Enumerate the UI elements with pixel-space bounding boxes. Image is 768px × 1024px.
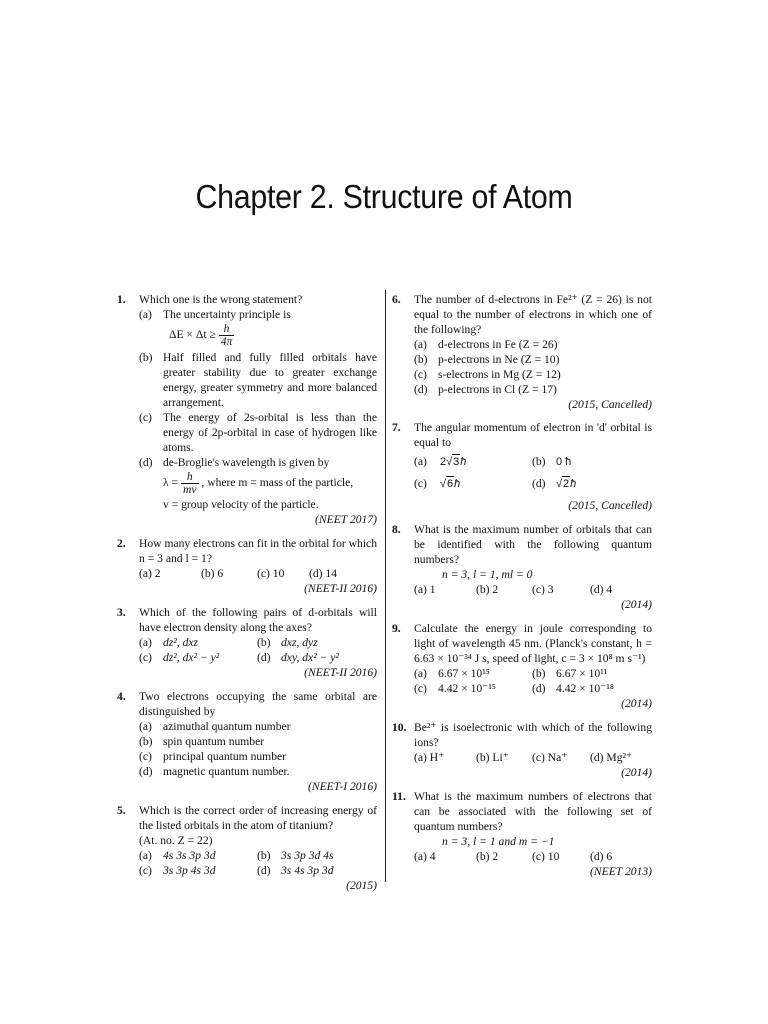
option-text: p-electrons in Ne (Z = 10)	[438, 353, 560, 366]
option-a-label: (a)	[139, 636, 152, 649]
question-text: Calculate the energy in joule corresponding to light of wavelength 45 nm. (Planck's constant, h = 6.63 × 10⁻³⁴ J s, speed of light, c = 3 × 10⁸ m s⁻¹)	[414, 622, 652, 665]
hbar: ħ	[460, 456, 467, 468]
option-c: (c) 10	[257, 567, 285, 580]
option-text: The energy of 2s-orbital is less than the energy of 2p-orbital in case of hydrogen like atoms.	[163, 411, 377, 454]
question-number: 2.	[117, 537, 126, 550]
option-a: (a) 4	[414, 850, 436, 863]
radicand: 6	[447, 478, 454, 490]
question-number: 9.	[392, 622, 401, 635]
option-text: spin quantum number	[163, 735, 265, 748]
option-text: s-electrons in Mg (Z = 12)	[438, 368, 561, 381]
option-d-label: (d)	[532, 477, 546, 490]
option-a-value: 6.67 × 10¹⁵	[438, 667, 490, 680]
options-row	[139, 566, 377, 581]
option-a	[139, 307, 377, 348]
question-number: 11.	[392, 790, 406, 803]
question-2	[117, 536, 377, 596]
source-reference: (2014)	[621, 598, 652, 611]
option-b-label: (b)	[257, 849, 271, 862]
source-reference: (2015, Cancelled)	[568, 398, 652, 411]
option-label: (c)	[414, 368, 427, 381]
question-number: 8.	[392, 523, 401, 536]
formula-fraction	[219, 323, 235, 348]
question-text: Which of the following pairs of d-orbitals will have electron density along the axes?	[139, 606, 377, 634]
question-number: 5.	[117, 804, 126, 817]
option-d-label: (d)	[532, 682, 546, 695]
option-c-label: (c)	[139, 651, 152, 664]
options-row	[139, 635, 377, 650]
option-c-value: √6ħ	[440, 478, 461, 490]
source-reference: (2014)	[621, 697, 652, 710]
options-row	[139, 863, 377, 878]
question-text: Which is the correct order of increasing energy of the listed orbitals in the atom of titanium?	[139, 804, 377, 832]
option-d: (d) 4	[590, 583, 613, 596]
formula-rest: , where m = mass of the particle,	[201, 476, 354, 490]
option-a: (a) 1	[414, 583, 436, 596]
question-text: Two electrons occupying the same orbital are distinguished by	[139, 690, 377, 718]
option-text: d-electrons in Fe (Z = 26)	[438, 338, 558, 351]
question-number: 10.	[392, 721, 407, 734]
options-row	[414, 849, 652, 864]
question-8	[392, 522, 652, 612]
source-reference: (2015, Cancelled)	[568, 499, 652, 512]
question-7	[392, 420, 652, 513]
option-d: (d) 14	[309, 567, 338, 580]
option-d	[139, 455, 377, 512]
option-a	[414, 337, 652, 352]
fraction-denominator: 4π	[220, 335, 233, 348]
fraction-denominator: mv	[182, 483, 197, 496]
hbar: ħ	[570, 478, 577, 490]
option-b-label: (b)	[257, 636, 271, 649]
formula-fraction	[181, 471, 199, 496]
option-c-value: 3s 3p 4s 3d	[163, 864, 216, 877]
formula-lhs: λ =	[163, 476, 179, 490]
option-c-label: (c)	[414, 682, 427, 695]
fraction-numerator: h	[181, 471, 199, 484]
left-column	[117, 292, 377, 893]
source-reference: (NEET-I 2016)	[307, 780, 377, 793]
option-d-value: √2ħ	[556, 478, 577, 490]
option-text: magnetic quantum number.	[163, 765, 290, 778]
coefficient: 2	[440, 456, 447, 468]
option-label: (b)	[139, 351, 153, 364]
option-b-label: (b)	[532, 455, 546, 468]
option-text: p-electrons in Cl (Z = 17)	[438, 383, 557, 396]
option-a-label: (a)	[139, 849, 152, 862]
source-reference: (2014)	[621, 766, 652, 779]
option-a-label: (a)	[414, 667, 427, 680]
option-c-value: dz², dx² − y²	[163, 651, 220, 664]
option-d: (d) 6	[590, 850, 613, 863]
hbar: ħ	[454, 478, 461, 490]
option-d-label: (d)	[257, 651, 271, 664]
fraction-numerator: h	[219, 323, 235, 336]
question-10	[392, 720, 652, 780]
option-b-value: 0 ħ	[556, 456, 572, 468]
option-c	[139, 749, 377, 764]
option-b	[414, 352, 652, 367]
option-d	[414, 382, 652, 397]
option-text: azimuthal quantum number	[163, 720, 291, 733]
option-c-label: (c)	[414, 477, 427, 490]
page-title: Chapter 2. Structure of Atom	[195, 178, 573, 215]
option-a	[139, 719, 377, 734]
option-d	[139, 764, 377, 779]
option-label: (b)	[139, 735, 153, 748]
question-number: 6.	[392, 293, 401, 306]
quantum-condition: n = 3, l = 1, ml = 0	[442, 568, 533, 581]
options-row	[414, 681, 652, 696]
question-number: 3.	[117, 606, 126, 619]
question-number: 7.	[392, 421, 401, 434]
option-label: (a)	[414, 338, 427, 351]
option-d-value: dxy, dx² − y²	[281, 651, 339, 664]
option-text: principal quantum number	[163, 750, 286, 763]
option-label: (b)	[414, 353, 428, 366]
question-6	[392, 292, 652, 412]
option-b: (b) 6	[201, 567, 224, 580]
question-3	[117, 605, 377, 680]
option-b-value: 6.67 × 10¹¹	[556, 667, 608, 680]
option-c: (c) Na⁺	[532, 751, 568, 764]
option-d: (d) Mg²⁺	[590, 751, 633, 764]
option-label: (d)	[139, 765, 153, 778]
option-a: (a) 2	[139, 567, 161, 580]
option-b-value: 3s 3p 3d 4s	[281, 849, 334, 862]
option-label: (c)	[139, 750, 152, 763]
option-b	[139, 734, 377, 749]
source-reference: (NEET 2017)	[315, 513, 377, 526]
question-text: What is the maximum numbers of electrons that can be associated with the following set of quantum numbers?	[414, 790, 652, 833]
question-text: The angular momentum of electron in 'd' orbital is equal to	[414, 421, 652, 449]
column-divider	[385, 290, 386, 882]
source-reference: (2015)	[346, 879, 377, 892]
option-text: The uncertainty principle is	[163, 308, 291, 321]
formula-lhs: ΔE × Δt ≥	[169, 328, 216, 342]
question-text: The number of d-electrons in Fe²⁺ (Z = 26) is not equal to the number of electrons in which one of the following?	[414, 293, 652, 336]
option-label: (d)	[414, 383, 428, 396]
question-9	[392, 621, 652, 711]
option-text-continued: v = group velocity of the particle.	[163, 498, 319, 511]
option-b	[139, 350, 377, 410]
option-label: (c)	[139, 411, 152, 424]
radicand: 3	[453, 456, 460, 468]
options-row	[414, 666, 652, 681]
option-d-value: 3s 4s 3p 3d	[281, 864, 334, 877]
question-11	[392, 789, 652, 879]
question-text: What is the maximum number of orbitals that can be identified with the following quantum numbers?	[414, 523, 652, 566]
option-c: (c) 3	[532, 583, 554, 596]
options-row	[414, 454, 652, 476]
radicand: 2	[563, 478, 570, 490]
debroglie-formula	[163, 471, 377, 496]
question-number: 1.	[117, 293, 126, 306]
option-text: Half filled and fully filled orbitals have greater stability due to greater exchange energy, greater symmetry and more balanced arrangement.	[163, 351, 377, 409]
option-c-value: 4.42 × 10⁻¹⁵	[438, 682, 496, 695]
option-label: (a)	[139, 720, 152, 733]
source-reference: (NEET 2013)	[590, 865, 652, 878]
option-b-label: (b)	[532, 667, 546, 680]
option-d-label: (d)	[257, 864, 271, 877]
option-a-value: dz², dxz	[163, 636, 199, 649]
question-text: How many electrons can fit in the orbital for which n = 3 and l = 1?	[139, 537, 377, 565]
options-row	[414, 750, 652, 765]
option-text: de-Broglie's wavelength is given by	[163, 456, 330, 469]
option-a: (a) H⁺	[414, 751, 445, 764]
option-a-value: 2√3ħ	[440, 456, 467, 468]
question-4	[117, 689, 377, 794]
question-number: 4.	[117, 690, 126, 703]
option-b: (b) Li⁺	[476, 751, 509, 764]
question-text: Which one is the wrong statement?	[139, 293, 303, 306]
question-text: Be²⁺ is isoelectronic with which of the following ions?	[414, 721, 652, 749]
question-1	[117, 292, 377, 527]
option-c	[414, 367, 652, 382]
quantum-condition: n = 3, l = 1 and m = −1	[442, 835, 555, 848]
question-5	[117, 803, 377, 893]
question-text-continued: (At. no. Z = 22)	[139, 834, 213, 847]
option-label: (d)	[139, 456, 153, 469]
option-a-value: 4s 3s 3p 3d	[163, 849, 216, 862]
option-c	[139, 410, 377, 455]
options-row	[139, 848, 377, 863]
option-label: (a)	[139, 308, 152, 321]
option-b: (b) 2	[476, 850, 499, 863]
options-row	[414, 582, 652, 597]
option-b-value: dxz, dyz	[281, 636, 318, 649]
source-reference: (NEET-II 2016)	[304, 582, 377, 595]
option-c-label: (c)	[139, 864, 152, 877]
options-row	[414, 476, 652, 498]
option-c: (c) 10	[532, 850, 560, 863]
uncertainty-formula	[163, 323, 377, 348]
option-a-label: (a)	[414, 455, 427, 468]
option-b: (b) 2	[476, 583, 499, 596]
option-d-value: 4.42 × 10⁻¹⁸	[556, 682, 614, 695]
right-column	[392, 292, 652, 879]
options-row	[139, 650, 377, 665]
source-reference: (NEET-II 2016)	[304, 666, 377, 679]
